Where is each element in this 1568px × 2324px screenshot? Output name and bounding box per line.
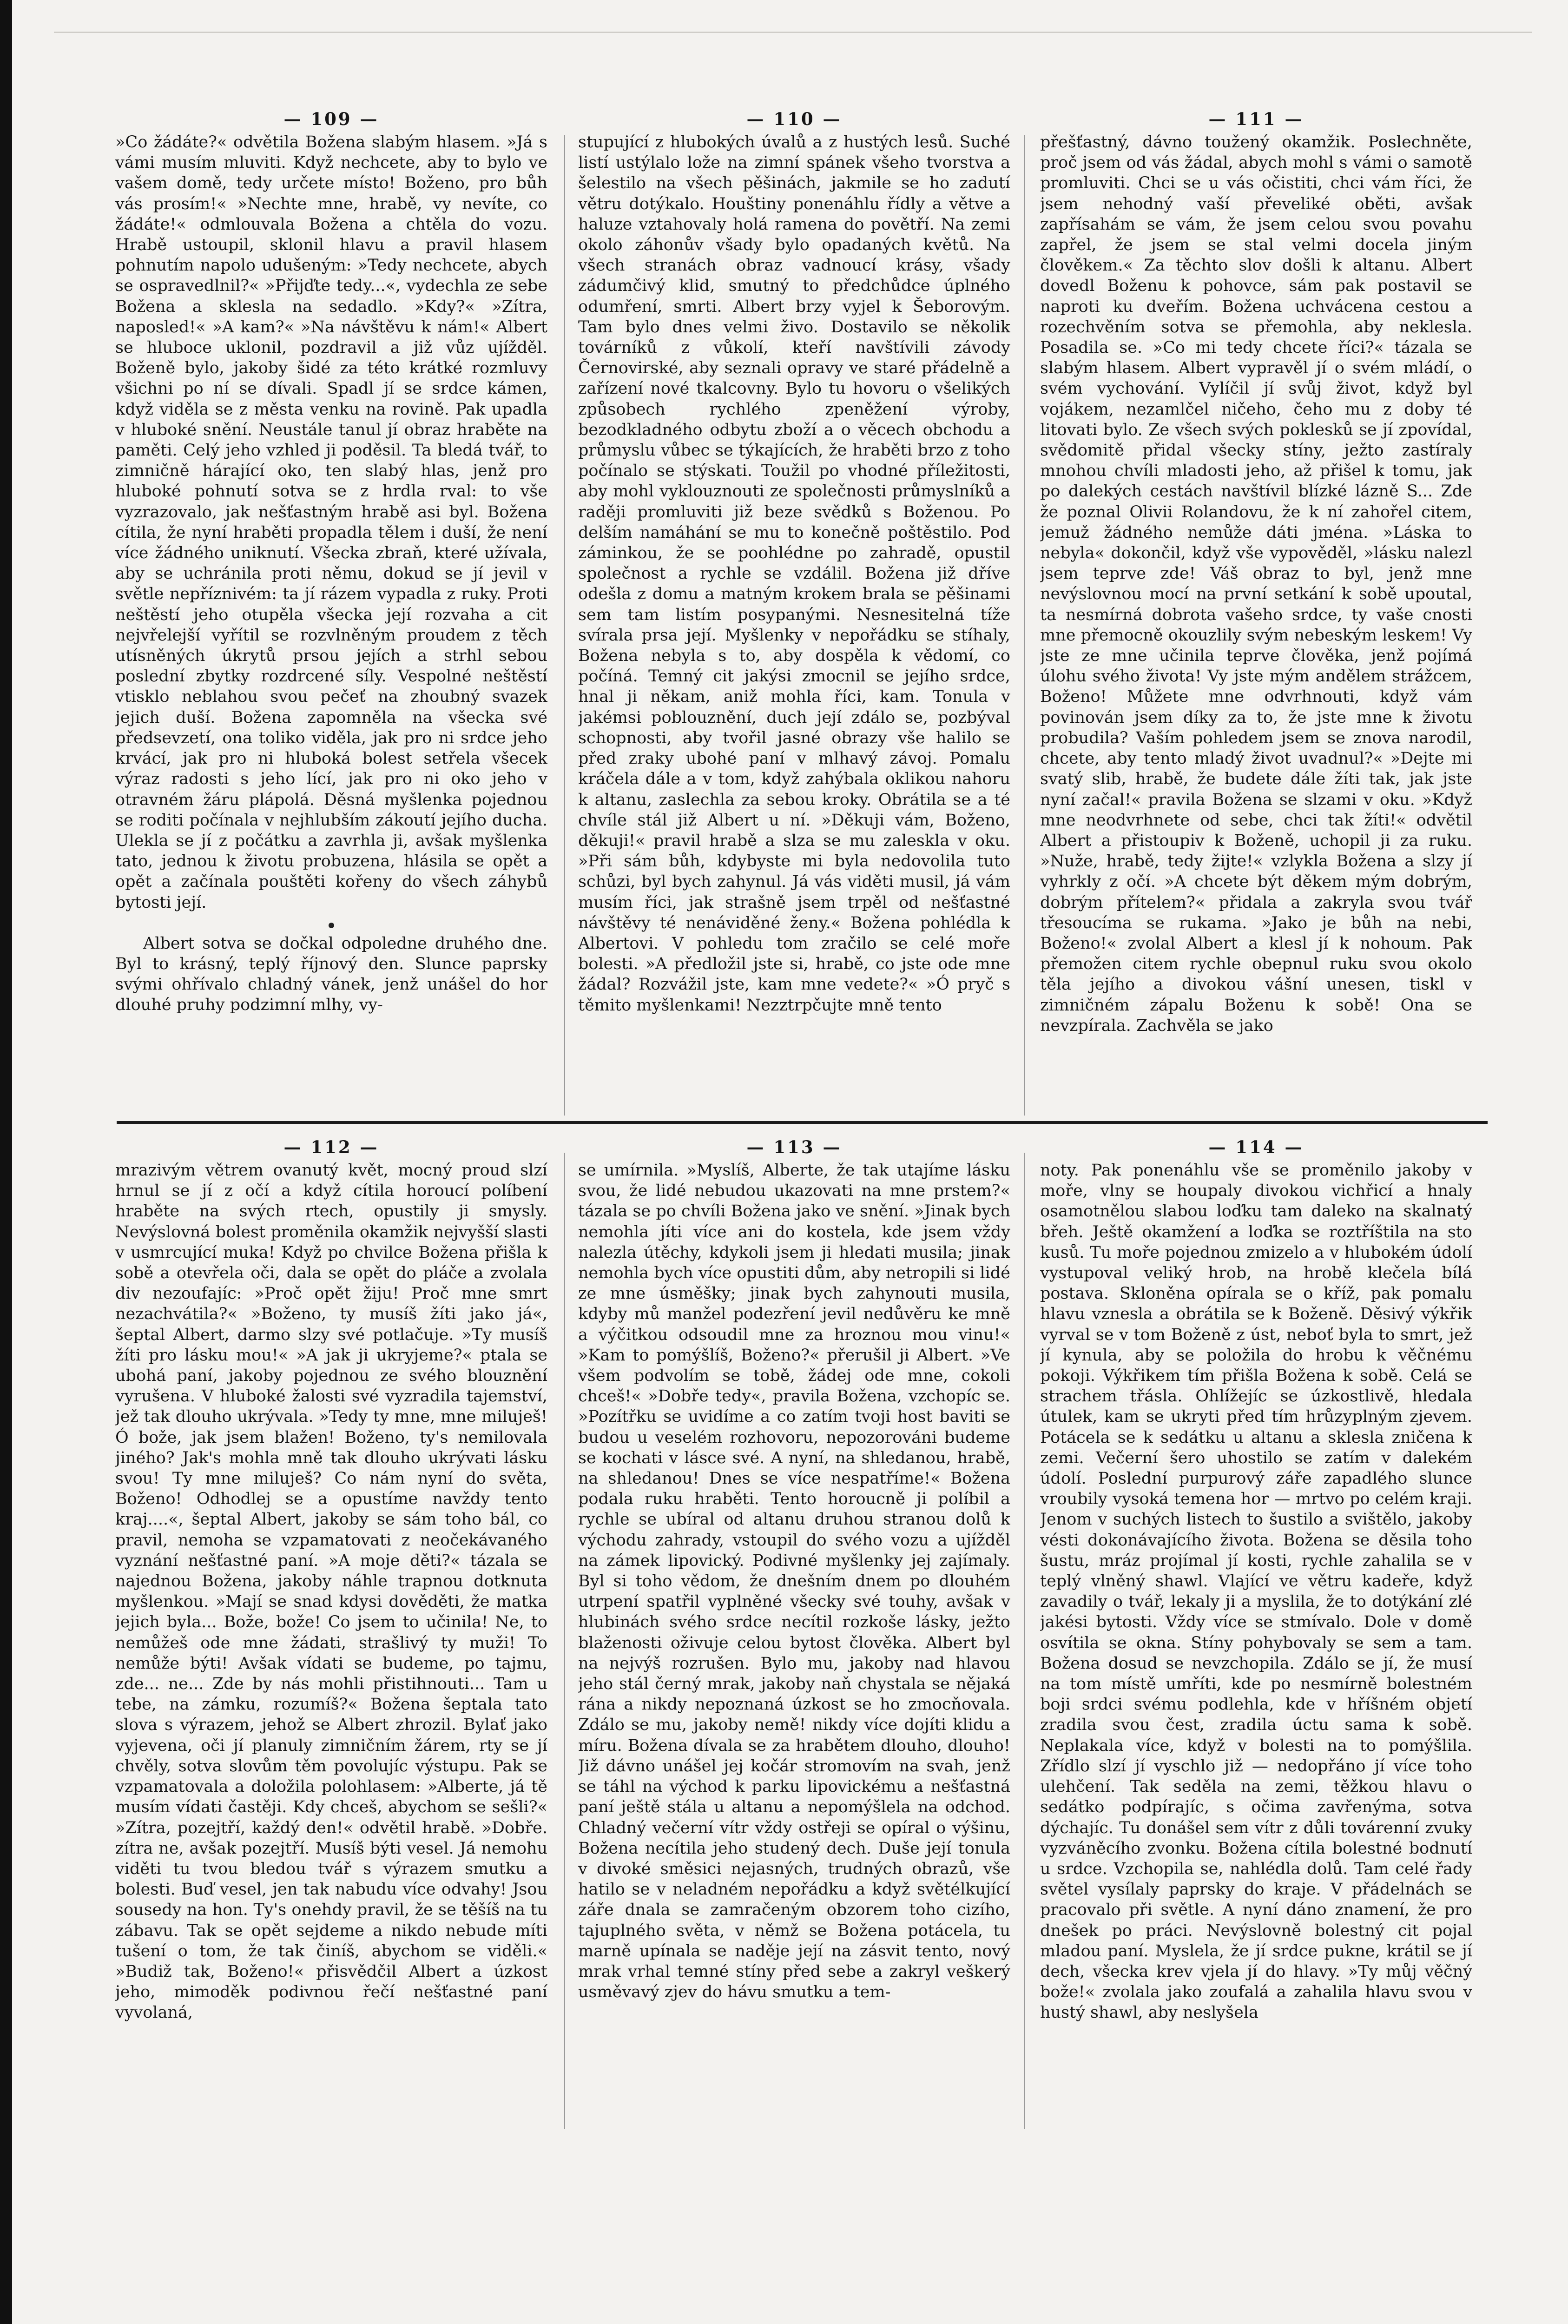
top-edge-line [54,32,1532,33]
paragraph: mrazivým větrem ovanutý květ, mocný proud slzí hrnul se jí z očí a když cítila horoucí políbení hraběte na svých rtech, opustily ji smysly. Nevýslovná bolest proměnila okamžik nejvyšší slasti v usmrcující muka! Když po chvilce Božena přišla k sobě a otevřela oči, dala se opět do pláče a zvolala div nezoufajíc: »Proč opět žiju! Proč mne smrt nezachvátila?« »Boženo, ty musíš žíti jako já«, šeptal Albert, darmo slzy své potlačuje. »Ty musíš žíti pro lásku mou!« »A jak ji ukryjeme?« ptala se ubohá paní, jakoby pojednou ze svého blouznění vyrušena. V hluboké žalosti své vyzradila tajemství, jež tak dlouho ukrývala. »Tedy ty mne, mne miluješ! Ó bože, jak jsem blažen! Boženo, ty's nemilovala jiného? Jak's mohla mně tak dlouho ukrývati lásku svou! Ty mne miluješ? Co nám nyní do světa, Boženo! Odhodlej se a opustíme navždy tento kraj....«, šeptal Albert, jakoby se sám toho bál, co pravil, nemoha se vzpamatovati z neočekávaného vyznání nešťastné paní. »A moje děti?« tázala se najednou Božena, jakoby náhle trapnou dotknuta myšlenkou. »Mají se snad kdysi dověděti, že matka jejich byla... Bože, bože! Co jsem to učinila! Ne, to nemůžeš ode mne žádati, strašlivý ty muži! To nemůže býti! Avšak vídati se budeme, po tajmu, zde... ne... Zde by nás mohli přistihnouti... Tam u tebe, na zámku, rozumíš?« Božena šeptala tato slova s výrazem, jehož se Albert zhrozil. Bylať jako vyjevena, oči jí planuly zimničním žárem, rty se jí chvěly, sotva slovům těm povolujíc výstupu. Pak se vzpamatovala a doložila polohlasem: »Alberte, já tě musím vídati častěji. Kdy chceš, abychom se sešli?« »Zítra, pozejtří, každý den!« odvětil hrabě. »Dobře. zítra ne, avšak pozejtří. Musíš býti vesel. Já nemohu viděti tu tvou bledou tvář s výrazem smutku a bolesti. Buď vesel, jen tak nabudu více odvahy! Jsou sousedy na hon. Ty's onehdy pravil, že se těšíš na tu zábavu. Tak se opět sejdeme a nikdo nebude míti tušení o tom, že tak činíš, abychom se viděli.« »Budiž tak, Boženo!« přisvědčil Albert a úzkost jeho, mimoděk podivnou řečí nešťastné paní vyvolaná, [115,1161,547,2022]
page-109 [115,106,547,1117]
paragraph: Albert sotva se dočkal odpoledne druhého dne. Byl to krásný, teplý říjnový den. Slunce paprsky svými ohřívalo chladný vánek, jenž unášel do hor dlouhé pruhy podzimní mlhy, vy- [115,934,547,1015]
page-112 [115,1134,547,2129]
scanned-spread [12,0,1568,2324]
page-111 [1040,106,1472,1117]
column-separator [1024,135,1025,1116]
scan-border [0,0,12,2324]
page-number: — 110 — [746,109,842,129]
page-114 [1040,1134,1472,2129]
paragraph: přešťastný, dávno toužený okamžik. Poslechněte, proč jsem od vás žádal, abych mohl s vámi o samotě promluviti. Chci se u vás očistiti, chci vám říci, že jsem nehodný vaší převeliké oběti, avšak zapřísahám se vám, že jsem celou svou povahu zapřel, že jsem se stal velmi docela jiným člověkem.« Za těchto slov došli k altanu. Albert dovedl Boženu k pohovce, sám pak postavil se naproti ku dveřím. Božena uchvácena cestou a rozechvěním sotva se přemohla, aby neklesla. Posadila se. »Co mi tedy chcete říci?« tázala se slabým hlasem. Albert vypravěl jí o svém mládí, o svém vychování. Vylíčil jí svůj život, když byl vojákem, nezamlčel ničeho, čeho mu z doby té litovati bylo. Ze všech svých poklesků se jí zpovídal, svědomitě přidal všecky stíny, ježto zastíraly mnohou chvíli mladosti jeho, až přišel k tomu, jak po dalekých cestách navštívil blízké lázně S... Zde že poznal Olivii Rolandovu, že k ní zahořel citem, jemuž žádného nemůže dáti jména. »Láska to nebyla« dokončil, když vše vypověděl, »lásku nalezl jsem teprve zde! Váš obraz to byl, jenž mne nevýslovnou mocí na první setkání k sobě upoutal, ta nesmírná dobrota vašeho srdce, ty vaše cnosti mne přemocně okouzlily svým nebeským leskem! Vy jste ze mne učinila teprve člověka, jenž pojímá úlohu svého života! Vy jste mým andělem strážcem, Boženo! Můžete mne odvrhnouti, když vám povinován jsem díky za to, že jste mne k životu probudila? Vaším pohledem jsem se znova narodil, chcete, aby tento mladý život uvadnul?« »Dejte mi svatý slib, hrabě, že budete dále žíti tak, jak jste nyní začal!« pravila Božena se slzami v oku. »Když mne neodvrhnete od sebe, chci tak žíti!« odvětil Albert a přistoupiv k Boženě, uchopil ji za ruku. »Nuže, hrabě, tedy žijte!« vzlykla Božena a slzy jí vyhrkly z očí. »A chcete být děkem mým dobrým, dobrým přítelem?« přidala a zakryla svou tvář třesoucíma se rukama. »Jako je bůh na nebi, Boženo!« zvolal Albert a klesl jí k nohoum. Pak přemožen citem rychle obepnul ruku svou okolo těla jejího a divokou vášní unesen, tiskl v zimničném zápalu Boženu k sobě! Ona se nevzpírala. Zachvěla se jako [1040,133,1472,1035]
page-110 [578,106,1010,1117]
page-number: — 114 — [1208,1137,1304,1157]
bullet-mark [115,913,547,922]
page-number: — 113 — [746,1137,842,1157]
paragraph: stupující z hlubokých úvalů a z hustých lesů. Suché listí ustýlalo lože na zimní spánek všeho tvorstva a šelestilo na všech pěšinách, jakmile se ho zadutí větru dotýkalo. Houštiny ponenáhlu řídly a větve a haluze vztahovaly holá ramena do povětří. Na zemi okolo záhonův všady bylo opadaných květů. Na všech stranách obraz vadnoucí krásy, všady zádumčivý klid, smutný to předchůdce úplného odumření, smrti. Albert brzy vyjel k Šeborovým. Tam bylo dnes velmi živo. Dostavilo se několik továrníků z vůkolí, kteří navštívili závody Černovirské, aby seznali opravy ve staré přádelně a zařízení nové tkalcovny. Bylo tu hovoru o všelikých způsobech rychlého zpeněžení výroby, bezodkladného odbytu zboží a o věcech obchodu a průmyslu vůbec se týkajících, že hraběti brzo z toho počínalo se stýskati. Toužil po vhodné příležitosti, aby mohl vyklouznouti ze společnosti průmyslníků a raději promluviti již beze svědků s Boženou. Po delším namáhání se mu to konečně poštěstilo. Pod záminkou, že se poohlédne po zahradě, opustil společnost a rychle se vzdálil. Božena již dříve odešla z domu a matným krokem brala se pěšinami sem tam listím posypanými. Nesnesitelná tíže svírala prsa její. Myšlenky v nepořádku se stíhaly, Božena nebyla s to, aby dospěla k vědomí, co počíná. Temný cit jakýsi zmocnil se jejího srdce, hnal ji někam, aniž mohla říci, kam. Tonula v jakémsi poblouznění, duch její zdálo se, pozbýval schopnosti, aby tvořil jasné obrazy vše halilo se před zraky ubohé paní v mlhavý závoj. Pomalu kráčela dále a v tom, když zahýbala oklikou nahoru k altanu, zaslechla za sebou kroky. Obrátila se a té chvíle stál již Albert u ní. »Děkuji vám, Boženo, děkuji!« pravil hrabě a slza se mu zaleskla v oku. »Při sám bůh, kdybyste mi byla nedovolila tuto schůzi, byl bych zahynul. Já vás viděti musil, já vám musím říci, jak strašně jsem trpěl od nešťastné návštěvy té nenáviděné ženy.« Božena pohlédla k Albertovi. V pohledu tom zračilo se celé moře bolesti. »A předložil jste si, hrabě, co jste ode mne žádal? Rozvážil jste, kam mne vedete?« »Ó pryč s těmito myšlenkami! Nezztrpčujte mně tento [578,133,1010,1015]
paragraph: noty. Pak ponenáhlu vše se proměnilo jakoby v moře, vlny se houpaly divokou vichřicí a hnaly osamotnělou slabou loďku tam daleko na skalnatý břeh. Ještě okamžení a loďka se roztříštila na sto kusů. Tu moře pojednou zmizelo a v hlubokém údolí vystupoval veliký hrob, na hrobě klečela bílá postava. Skloněna opírala se o kříž, pak pomalu hlavu vznesla a obrátila se k Boženě. Děsivý výkřik vyrval se v tom Boženě z úst, neboť byla to smrt, jež jí kynula, aby se položila do hrobu k věčnému pokoji. Výkřikem tím přišla Božena k sobě. Celá se strachem třásla. Ohlížejíc se úzkostlivě, hledala útulek, kam se ukryti před tím hrůzyplným zjevem. Potácela se k sedátku u altanu a sklesla zničena k zemi. Večerní šero uhostilo se zatím v dalekém údolí. Poslední purpurový záře zapadlého slunce vroubily vysoká temena hor — mrtvo po celém kraji. Jenom v suchých listech to šustilo a svištělo, jakoby vésti dokonávajícího života. Božena se děsila toho šustu, mráz projímal jí kosti, rychle zahalila se v teplý vlněný shawl. Vlající ve větru kadeře, když zavadily o tvář, lekaly ji a myslila, že to dotýkání zlé jakési bytosti. Vždy více se stmívalo. Dole v domě osvítila se okna. Stíny pohybovaly se sem a tam. Božena dosud se nevzchopila. Zdálo se jí, že musí na tom místě umříti, kde po nesmírně bolestném boji srdci svému podlehla, kde v hříšném objetí zradila svou čest, zradila úctu sama k sobě. Neplakala více, když v bolesti na to pomýšlila. Zřídlo slzí jí vyschlo již — nedopřáno jí více toho ulehčení. Tak seděla na zemi, těžkou hlavu o sedátko podpírajíc, s očima zavřenýma, sotva dýchajíc. Tu donášel sem vítr z důli továrenní zvuky vyzváněcího zvonku. Božena cítila bolestné bodnutí u srdce. Vzchopila se, nahlédla dolů. Tam celé řady světel vysílaly paprsky do kraje. V přádelnách se pracovalo při světle. A nyní dáno znamení, že pro dnešek po práci. Nevýslovně bolestný cit pojal mladou paní. Myslela, že jí srdce pukne, krátil se jí dech, všecka krev vjela jí do hlavy. »Ty můj věčný bože!« zvolala jako zoufalá a zahalila hlavu svou v hustý shawl, aby neslyšela [1040,1161,1472,2022]
page-number: — 109 — [283,109,379,129]
horizontal-divider [117,1121,1488,1124]
column-separator [1024,1153,1025,2129]
page-113 [578,1134,1010,2129]
paragraph: se umírnila. »Myslíš, Alberte, že tak utajíme lásku svou, že lidé nebudou ukazovati na mne prstem?« tázala se po chvíli Božena jako ve snění. »Jinak bych nemohla jíti více ani do kostela, kde jsem vždy nalezla útěchy, kdykoli jsem ji hledati musila; jinak nemohla bych více opustiti dům, aby netropili si lidé ze mne úsměšky; jinak bych zahynouti musila, kdyby mů manžel podezření jevil nedůvěru ke mně a výčitkou odsoudil mne za hroznou mou vinu!« »Kam to pomýšlíš, Boženo?« přerušil ji Albert. »Ve všem podvolím se tobě, žádej ode mne, cokoli chceš!« »Dobře tedy«, pravila Božena, vzchopíc se. »Pozítřku se uvidíme a co zatím tvoji host baviti se budou u veselém rozhovoru, nepozorováni budeme se kochati v lásce své. A nyní, na shledanou, hrabě, na shledanou! Dnes se více nespatříme!« Božena podala ruku hraběti. Tento horoucně ji políbil a rychle se ubíral od altanu druhou stranou dolů k východu zahrady, vstoupil do svého vozu a ujížděl na zámek lipovický. Podivné myšlenky jej zajímaly. Byl si toho vědom, že dnešním dnem po dlouhém utrpení spatřil vyplněné všecky své touhy, avšak v hlubinách svého srdce necítil rozkoše lásky, ježto blaženosti oživuje celou bytost člověka. Albert byl na nejvýš rozrušen. Bylo mu, jakoby nad hlavou jeho stál černý mrak, jakoby naň chystala se nějaká rána a nikdy nepoznaná úzkost se ho zmocňovala. Zdálo se mu, jakoby nemě! nikdy více dojíti klidu a míru. Božena dívala se za hrabětem dlouho, dlouho! Již dávno unášel jej kočár stromovím na svah, jenž se táhl na východ k parku lipovickému a nešťastná paní ještě stála u altanu a nepomýšlela na odchod. Chladný večerní vítr vždy ostřeji se opíral o výšinu, Božena necítila jeho studený dech. Duše její tonula v divoké směsici nejasných, trudných obrazů, vše hatilo se v neladném nepořádku a když světélkující záře dnala se zamračeným obzorem toho cizího, tajuplného světa, v němž se Božena potácela, tu marně upínala se naděje její na zásvit tento, nový mrak vrhal temné stíny před sebe a zakryl veškerý usměvavý zjev do hávu smutku a tem- [578,1161,1010,2002]
page-number: — 111 — [1208,109,1304,129]
page-number: — 112 — [283,1137,379,1157]
column-separator [564,135,565,1116]
paragraph: »Co žádáte?« odvětila Božena slabým hlasem. »Já s vámi musím mluviti. Když nechcete, aby to bylo ve vašem domě, tedy určete místo! Boženo, pro bůh vás prosím!« »Nechte mne, hrabě, vy nevíte, co žádáte!« odmlouvala Božena a chtěla do vozu. Hrabě ustoupil, sklonil hlavu a pravil hlasem pohnutím napolo udušeným: »Tedy nechcete, abych se ospravedlnil?« »Přijďte tedy...«, vydechla ze sebe Božena a sklesla na sedadlo. »Kdy?« »Zítra, naposled!« »A kam?« »Na návštěvu k nám!« Albert se hluboce uklonil, pozdravil a již vůz ujížděl. Boženě bylo, jakoby šidé za této krátké rozmluvy všichni po ní se dívali. Spadl jí se srdce kámen, když viděla se z města venku na rovině. Pak upadla v hluboké snění. Neustále tanul jí obraz hraběte na paměti. Celý jeho vzhled ji poděsil. Ta bledá tvář, to zimničně hárající oko, ten slabý hlas, jenž pro hluboké pohnutí sotva se z hrdla rval: to vše vyzrazovalo, jak nešťastným hrabě asi byl. Božena cítila, že nyní hraběti propadla tělem i duší, že není více žádného uniknutí. Všecka zbraň, které užívala, aby se uchránila proti němu, dokud se jí jevil v světle nepříznivém: ta jí rázem vypadla z ruky. Proti neštěstí jeho otupěla všecka její rozvaha a cit nejvřelejší vyřítil se rozvlněným proudem z těch utísněných úkrytů prsou jejích a strhl sebou poslední zbytky rozdrcené síly. Vespolné neštěstí vtisklo neblahou svou pečeť na zhoubný svazek jejich duší. Božena zapomněla na všecka své předsevzetí, ona toliko viděla, jak pro ni srdce jeho krvácí, jak pro ni hluboká bolest setřela všecek výraz radosti s jeho lící, jak pro ni oko jeho v otravném žáru plápolá. Děsná myšlenka pojednou se roditi počínala v nejhlubším zákoutí jejího ducha. Ulekla se jí z počátku a zavrhla ji, avšak myšlenka tato, jednou k životu probuzena, hlásila se opět a opět a začínala pouštěti kořeny do všech záhybů bytosti její. [115,133,547,912]
column-separator [564,1153,565,2129]
